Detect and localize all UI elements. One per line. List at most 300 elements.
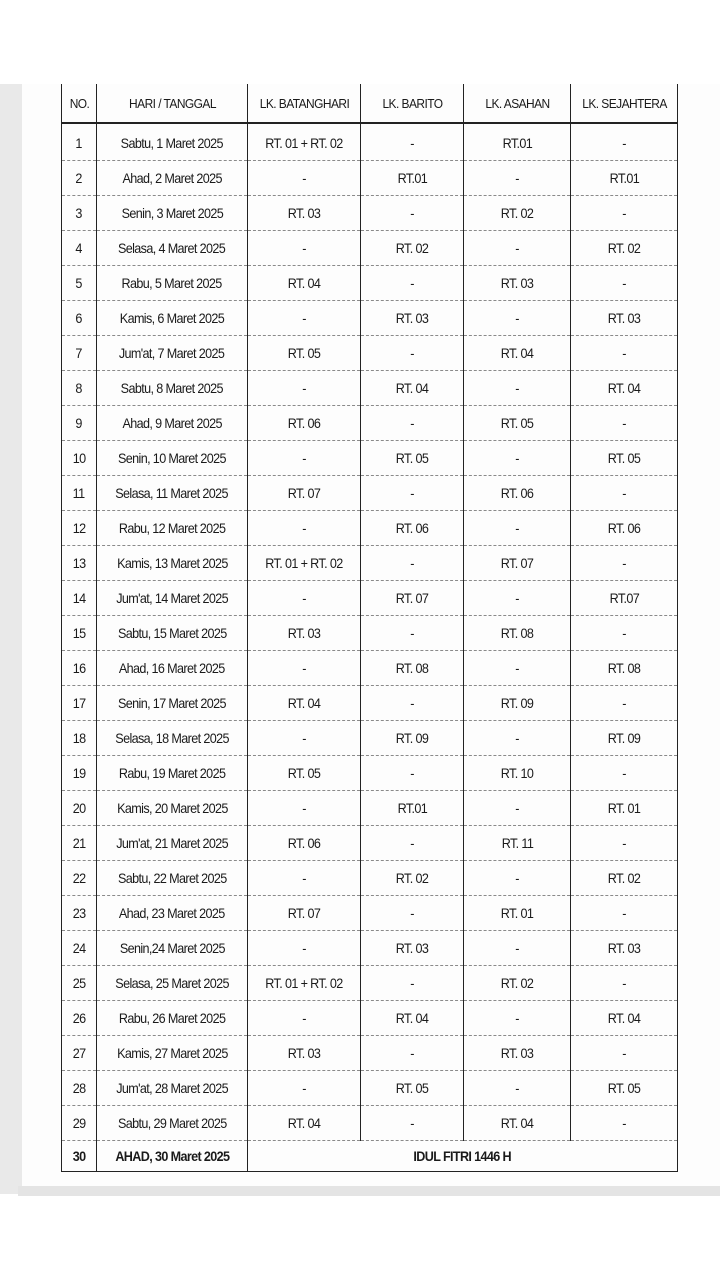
row-number: [62, 161, 97, 196]
row-number-text: 23: [72, 905, 86, 921]
row-number: [62, 861, 97, 896]
cell-batanghari: [248, 616, 361, 651]
table-row: [62, 161, 678, 196]
row-number-text: 14: [72, 590, 86, 606]
cell-batanghari-text: RT. 03: [287, 625, 321, 641]
cell-sejahtera: [571, 511, 678, 546]
header-asahan: LK. ASAHAN: [468, 84, 566, 123]
cell-barito-text: RT. 03: [395, 310, 429, 326]
cell-sejahtera: [571, 126, 678, 161]
row-date-text: Ahad, 16 Maret 2025: [119, 660, 225, 676]
cell-barito: [361, 1001, 464, 1036]
table-row: [62, 581, 678, 616]
cell-batanghari-text: -: [302, 1080, 306, 1096]
row-number-text: 13: [72, 555, 86, 571]
row-number: [62, 581, 97, 616]
table-row: [62, 406, 678, 441]
row-date: [97, 441, 248, 476]
cell-batanghari-text: RT. 01 + RT. 02: [265, 975, 343, 991]
cell-batanghari-text: RT. 07: [287, 485, 321, 501]
cell-barito-text: -: [410, 135, 414, 151]
cell-barito-text: RT. 05: [395, 1080, 429, 1096]
table-row: [62, 686, 678, 721]
cell-sejahtera-text: -: [622, 975, 626, 991]
cell-sejahtera: [571, 406, 678, 441]
cell-asahan: [464, 721, 571, 756]
cell-barito-text: RT. 02: [395, 240, 429, 256]
row-date: [97, 896, 248, 931]
cell-sejahtera-text: -: [622, 695, 626, 711]
cell-asahan: [464, 581, 571, 616]
cell-asahan-text: RT. 03: [500, 1045, 534, 1061]
row-date: [97, 476, 248, 511]
row-number-text: 28: [72, 1080, 86, 1096]
row-number-text: 27: [72, 1045, 86, 1061]
cell-barito: [361, 1071, 464, 1106]
row-date-text: Kamis, 27 Maret 2025: [116, 1045, 228, 1061]
cell-batanghari-text: -: [302, 380, 306, 396]
cell-batanghari-text: -: [302, 310, 306, 326]
cell-batanghari-text: -: [302, 450, 306, 466]
cell-sejahtera-text: -: [622, 835, 626, 851]
cell-sejahtera: [571, 686, 678, 721]
row-date-text: Senin, 17 Maret 2025: [118, 695, 226, 711]
cell-batanghari-text: RT. 03: [287, 1045, 321, 1061]
row-date-text: Kamis, 20 Maret 2025: [116, 800, 228, 816]
table-row: [62, 791, 678, 826]
row-number-text: 26: [72, 1010, 86, 1026]
row-number-text: 25: [72, 975, 86, 991]
row-number: [62, 966, 97, 1001]
cell-batanghari: [248, 161, 361, 196]
row-number-text: 6: [75, 310, 83, 326]
cell-barito-text: RT. 08: [395, 660, 429, 676]
row-number-text: 15: [72, 625, 86, 641]
row-date-text: Senin, 10 Maret 2025: [118, 450, 226, 466]
cell-asahan-text: -: [515, 730, 519, 746]
cell-batanghari: [248, 721, 361, 756]
cell-sejahtera-text: -: [622, 485, 626, 501]
cell-sejahtera-text: RT.07: [609, 590, 639, 606]
cell-barito: [361, 1106, 464, 1141]
cell-barito: [361, 301, 464, 336]
cell-barito-text: -: [410, 205, 414, 221]
cell-batanghari: [248, 686, 361, 721]
row-number-text: 19: [72, 765, 86, 781]
row-date: [97, 756, 248, 791]
cell-batanghari: [248, 1036, 361, 1071]
row-date: [97, 231, 248, 266]
cell-barito-text: RT.01: [397, 170, 427, 186]
row-date: [97, 406, 248, 441]
row-date: [97, 266, 248, 301]
cell-batanghari: [248, 196, 361, 231]
row-date: [97, 721, 248, 756]
cell-sejahtera: [571, 756, 678, 791]
row-date-text: Selasa, 4 Maret 2025: [118, 240, 226, 256]
row-number: [62, 336, 97, 371]
table-row: [62, 1001, 678, 1036]
cell-batanghari-text: -: [302, 800, 306, 816]
cell-sejahtera: [571, 791, 678, 826]
row-date-text: Senin,24 Maret 2025: [119, 940, 225, 956]
cell-barito-text: RT.01: [397, 800, 427, 816]
cell-sejahtera: [571, 1036, 678, 1071]
row-number: [62, 756, 97, 791]
row-date: [97, 651, 248, 686]
row-number-text: 9: [75, 415, 83, 431]
cell-barito: [361, 546, 464, 581]
row-date-text: Sabtu, 15 Maret 2025: [117, 625, 227, 641]
cell-barito-text: -: [410, 625, 414, 641]
table-row: [62, 931, 678, 966]
row-date-text: Selasa, 11 Maret 2025: [115, 485, 229, 501]
cell-batanghari: [248, 651, 361, 686]
cell-batanghari-text: RT. 07: [287, 905, 321, 921]
cell-asahan: [464, 826, 571, 861]
cell-sejahtera-text: RT. 05: [607, 450, 641, 466]
cell-sejahtera: [571, 476, 678, 511]
header-no: NO.: [63, 84, 95, 123]
cell-batanghari: [248, 336, 361, 371]
cell-asahan-text: -: [515, 240, 519, 256]
cell-batanghari: [248, 791, 361, 826]
cell-barito-text: RT. 02: [395, 870, 429, 886]
table-row: [62, 371, 678, 406]
cell-asahan: [464, 126, 571, 161]
row-number-text: 3: [75, 205, 83, 221]
row-date: [97, 1071, 248, 1106]
cell-barito-text: -: [410, 275, 414, 291]
row-number-text: 2: [75, 170, 83, 186]
row-number-text: 17: [72, 695, 86, 711]
row-number: [62, 371, 97, 406]
cell-barito: [361, 511, 464, 546]
row-date-text: Jum'at, 14 Maret 2025: [116, 590, 228, 606]
cell-batanghari: [248, 231, 361, 266]
row-number-text: 18: [72, 730, 86, 746]
row-number: [62, 1001, 97, 1036]
row-date: [97, 301, 248, 336]
row-date-text: Jum'at, 7 Maret 2025: [119, 345, 225, 361]
cell-batanghari-text: -: [302, 660, 306, 676]
cell-barito-text: -: [410, 415, 414, 431]
header-sejahtera: LK. SEJAHTERA: [575, 84, 673, 123]
row-date-text: Rabu, 26 Maret 2025: [118, 1010, 226, 1026]
row-number: [62, 546, 97, 581]
cell-batanghari-text: RT. 04: [287, 1115, 321, 1131]
cell-barito-text: -: [410, 905, 414, 921]
row-number: [62, 231, 97, 266]
row-number-text: 30: [72, 1148, 86, 1164]
table-row: [62, 231, 678, 266]
row-date: [97, 686, 248, 721]
holiday-note-text: IDUL FITRI 1446 H: [413, 1148, 512, 1164]
cell-asahan-text: RT. 08: [500, 625, 534, 641]
cell-sejahtera: [571, 301, 678, 336]
table-row: [62, 966, 678, 1001]
row-date-text: Sabtu, 8 Maret 2025: [120, 380, 224, 396]
table-row: [62, 756, 678, 791]
cell-batanghari-text: -: [302, 520, 306, 536]
cell-sejahtera-text: -: [622, 905, 626, 921]
row-date: [97, 826, 248, 861]
row-date: [97, 1141, 248, 1172]
cell-barito: [361, 196, 464, 231]
cell-barito-text: -: [410, 695, 414, 711]
cell-asahan: [464, 791, 571, 826]
table-row: [62, 301, 678, 336]
table-row: [62, 721, 678, 756]
row-number: [62, 896, 97, 931]
cell-batanghari: [248, 1001, 361, 1036]
table-body: [62, 123, 678, 1172]
row-date: [97, 581, 248, 616]
header-date: HARI / TANGGAL: [103, 84, 242, 123]
row-date-text: Sabtu, 22 Maret 2025: [117, 870, 227, 886]
cell-asahan: [464, 861, 571, 896]
cell-asahan: [464, 1106, 571, 1141]
cell-batanghari-text: RT. 05: [287, 345, 321, 361]
cell-sejahtera: [571, 161, 678, 196]
row-date: [97, 1106, 248, 1141]
cell-sejahtera: [571, 546, 678, 581]
cell-batanghari: [248, 896, 361, 931]
cell-sejahtera: [571, 966, 678, 1001]
cell-sejahtera: [571, 266, 678, 301]
cell-batanghari-text: RT. 05: [287, 765, 321, 781]
cell-asahan: [464, 1071, 571, 1106]
table-row: [62, 266, 678, 301]
table-row: [62, 126, 678, 161]
cell-asahan: [464, 161, 571, 196]
cell-sejahtera: [571, 721, 678, 756]
header-barito: LK. BARITO: [365, 84, 460, 123]
cell-asahan-text: -: [515, 380, 519, 396]
table-row: [62, 196, 678, 231]
cell-sejahtera-text: -: [622, 765, 626, 781]
row-number: [62, 1141, 97, 1172]
row-number-text: 8: [75, 380, 83, 396]
row-number: [62, 476, 97, 511]
cell-sejahtera-text: RT. 05: [607, 1080, 641, 1096]
cell-barito: [361, 651, 464, 686]
cell-asahan-text: RT. 02: [500, 205, 534, 221]
cell-asahan: [464, 476, 571, 511]
cell-asahan: [464, 441, 571, 476]
cell-sejahtera-text: RT. 03: [607, 940, 641, 956]
cell-batanghari-text: -: [302, 170, 306, 186]
cell-sejahtera-text: -: [622, 205, 626, 221]
cell-asahan-text: RT. 06: [500, 485, 534, 501]
cell-sejahtera-text: RT.01: [609, 170, 639, 186]
row-number: [62, 511, 97, 546]
row-date: [97, 1036, 248, 1071]
row-number-text: 12: [72, 520, 86, 536]
cell-batanghari: [248, 441, 361, 476]
cell-barito: [361, 756, 464, 791]
cell-asahan-text: RT. 02: [500, 975, 534, 991]
row-number: [62, 301, 97, 336]
cell-sejahtera-text: -: [622, 415, 626, 431]
cell-barito-text: -: [410, 975, 414, 991]
row-number: [62, 651, 97, 686]
cell-batanghari-text: -: [302, 240, 306, 256]
page-bottom-edge: [18, 1186, 720, 1196]
table-row: [62, 336, 678, 371]
holiday-note: [248, 1141, 678, 1172]
cell-barito: [361, 581, 464, 616]
row-date: [97, 861, 248, 896]
cell-asahan: [464, 511, 571, 546]
cell-asahan: [464, 931, 571, 966]
row-date-text: Selasa, 25 Maret 2025: [115, 975, 229, 991]
row-date-text: Sabtu, 1 Maret 2025: [120, 135, 224, 151]
cell-batanghari-text: RT. 04: [287, 695, 321, 711]
row-number-text: 11: [73, 485, 85, 501]
cell-barito-text: -: [410, 765, 414, 781]
cell-barito-text: -: [410, 485, 414, 501]
cell-barito: [361, 791, 464, 826]
row-date: [97, 1001, 248, 1036]
cell-batanghari: [248, 126, 361, 161]
row-number: [62, 826, 97, 861]
cell-batanghari-text: RT. 03: [287, 205, 321, 221]
table-row: [62, 511, 678, 546]
cell-sejahtera-text: -: [622, 1045, 626, 1061]
cell-batanghari: [248, 266, 361, 301]
row-number: [62, 126, 97, 161]
row-date: [97, 966, 248, 1001]
cell-batanghari-text: RT. 01 + RT. 02: [265, 555, 343, 571]
cell-sejahtera: [571, 231, 678, 266]
row-date: [97, 616, 248, 651]
cell-barito-text: RT. 04: [395, 380, 429, 396]
cell-batanghari-text: -: [302, 730, 306, 746]
table-row: [62, 896, 678, 931]
table-row: [62, 616, 678, 651]
cell-asahan: [464, 756, 571, 791]
cell-sejahtera: [571, 196, 678, 231]
table-row: [62, 441, 678, 476]
cell-barito: [361, 721, 464, 756]
cell-asahan: [464, 651, 571, 686]
cell-barito: [361, 896, 464, 931]
cell-asahan-text: RT. 04: [500, 345, 534, 361]
cell-batanghari: [248, 966, 361, 1001]
cell-barito-text: RT. 06: [395, 520, 429, 536]
cell-sejahtera-text: -: [622, 555, 626, 571]
row-number: [62, 266, 97, 301]
cell-batanghari-text: RT. 04: [287, 275, 321, 291]
cell-batanghari: [248, 301, 361, 336]
row-number-text: 5: [75, 275, 83, 291]
cell-sejahtera-text: RT. 04: [607, 380, 641, 396]
cell-barito: [361, 371, 464, 406]
cell-asahan-text: RT. 11: [501, 835, 533, 851]
table-row: [62, 476, 678, 511]
cell-batanghari: [248, 371, 361, 406]
cell-sejahtera: [571, 1071, 678, 1106]
row-number: [62, 686, 97, 721]
row-number: [62, 1071, 97, 1106]
cell-batanghari: [248, 756, 361, 791]
row-number: [62, 441, 97, 476]
cell-sejahtera: [571, 861, 678, 896]
cell-barito: [361, 231, 464, 266]
row-number: [62, 721, 97, 756]
cell-sejahtera-text: RT. 02: [607, 240, 641, 256]
row-date: [97, 126, 248, 161]
row-date-text: Ahad, 2 Maret 2025: [122, 170, 222, 186]
cell-asahan-text: RT. 01: [500, 905, 534, 921]
table-row: [62, 826, 678, 861]
cell-barito: [361, 861, 464, 896]
row-date-text: Kamis, 6 Maret 2025: [119, 310, 225, 326]
row-date-text: Sabtu, 29 Maret 2025: [117, 1115, 227, 1131]
cell-barito: [361, 126, 464, 161]
cell-batanghari: [248, 406, 361, 441]
header-row: [62, 84, 678, 123]
cell-asahan-text: -: [515, 660, 519, 676]
cell-sejahtera-text: RT. 01: [607, 800, 641, 816]
row-number-text: 22: [72, 870, 86, 886]
row-number-text: 16: [72, 660, 86, 676]
cell-barito-text: -: [410, 555, 414, 571]
cell-asahan-text: -: [515, 310, 519, 326]
cell-asahan-text: RT. 07: [500, 555, 534, 571]
cell-asahan-text: -: [515, 590, 519, 606]
cell-asahan: [464, 966, 571, 1001]
row-date-text: Kamis, 13 Maret 2025: [116, 555, 228, 571]
cell-batanghari: [248, 931, 361, 966]
cell-asahan: [464, 896, 571, 931]
table-row: [62, 546, 678, 581]
cell-asahan: [464, 406, 571, 441]
cell-barito: [361, 161, 464, 196]
row-date: [97, 336, 248, 371]
cell-batanghari: [248, 1071, 361, 1106]
row-number-text: 20: [72, 800, 86, 816]
cell-asahan-text: RT. 10: [500, 765, 534, 781]
cell-barito-text: RT. 09: [395, 730, 429, 746]
cell-asahan-text: -: [515, 870, 519, 886]
cell-asahan: [464, 1001, 571, 1036]
row-date: [97, 196, 248, 231]
cell-sejahtera-text: RT. 09: [607, 730, 641, 746]
row-number-text: 24: [72, 940, 86, 956]
cell-sejahtera-text: RT. 06: [607, 520, 641, 536]
cell-barito-text: RT. 05: [395, 450, 429, 466]
cell-asahan: [464, 686, 571, 721]
cell-sejahtera-text: RT. 08: [607, 660, 641, 676]
cell-sejahtera-text: -: [622, 275, 626, 291]
cell-asahan: [464, 546, 571, 581]
row-number: [62, 791, 97, 826]
cell-barito: [361, 476, 464, 511]
cell-sejahtera-text: RT. 02: [607, 870, 641, 886]
cell-batanghari-text: -: [302, 590, 306, 606]
cell-sejahtera: [571, 371, 678, 406]
row-date: [97, 371, 248, 406]
cell-batanghari-text: -: [302, 940, 306, 956]
cell-asahan-text: RT.01: [502, 135, 532, 151]
row-date-text: Rabu, 19 Maret 2025: [118, 765, 226, 781]
cell-batanghari: [248, 581, 361, 616]
cell-barito: [361, 826, 464, 861]
cell-barito: [361, 931, 464, 966]
cell-asahan-text: -: [515, 1080, 519, 1096]
